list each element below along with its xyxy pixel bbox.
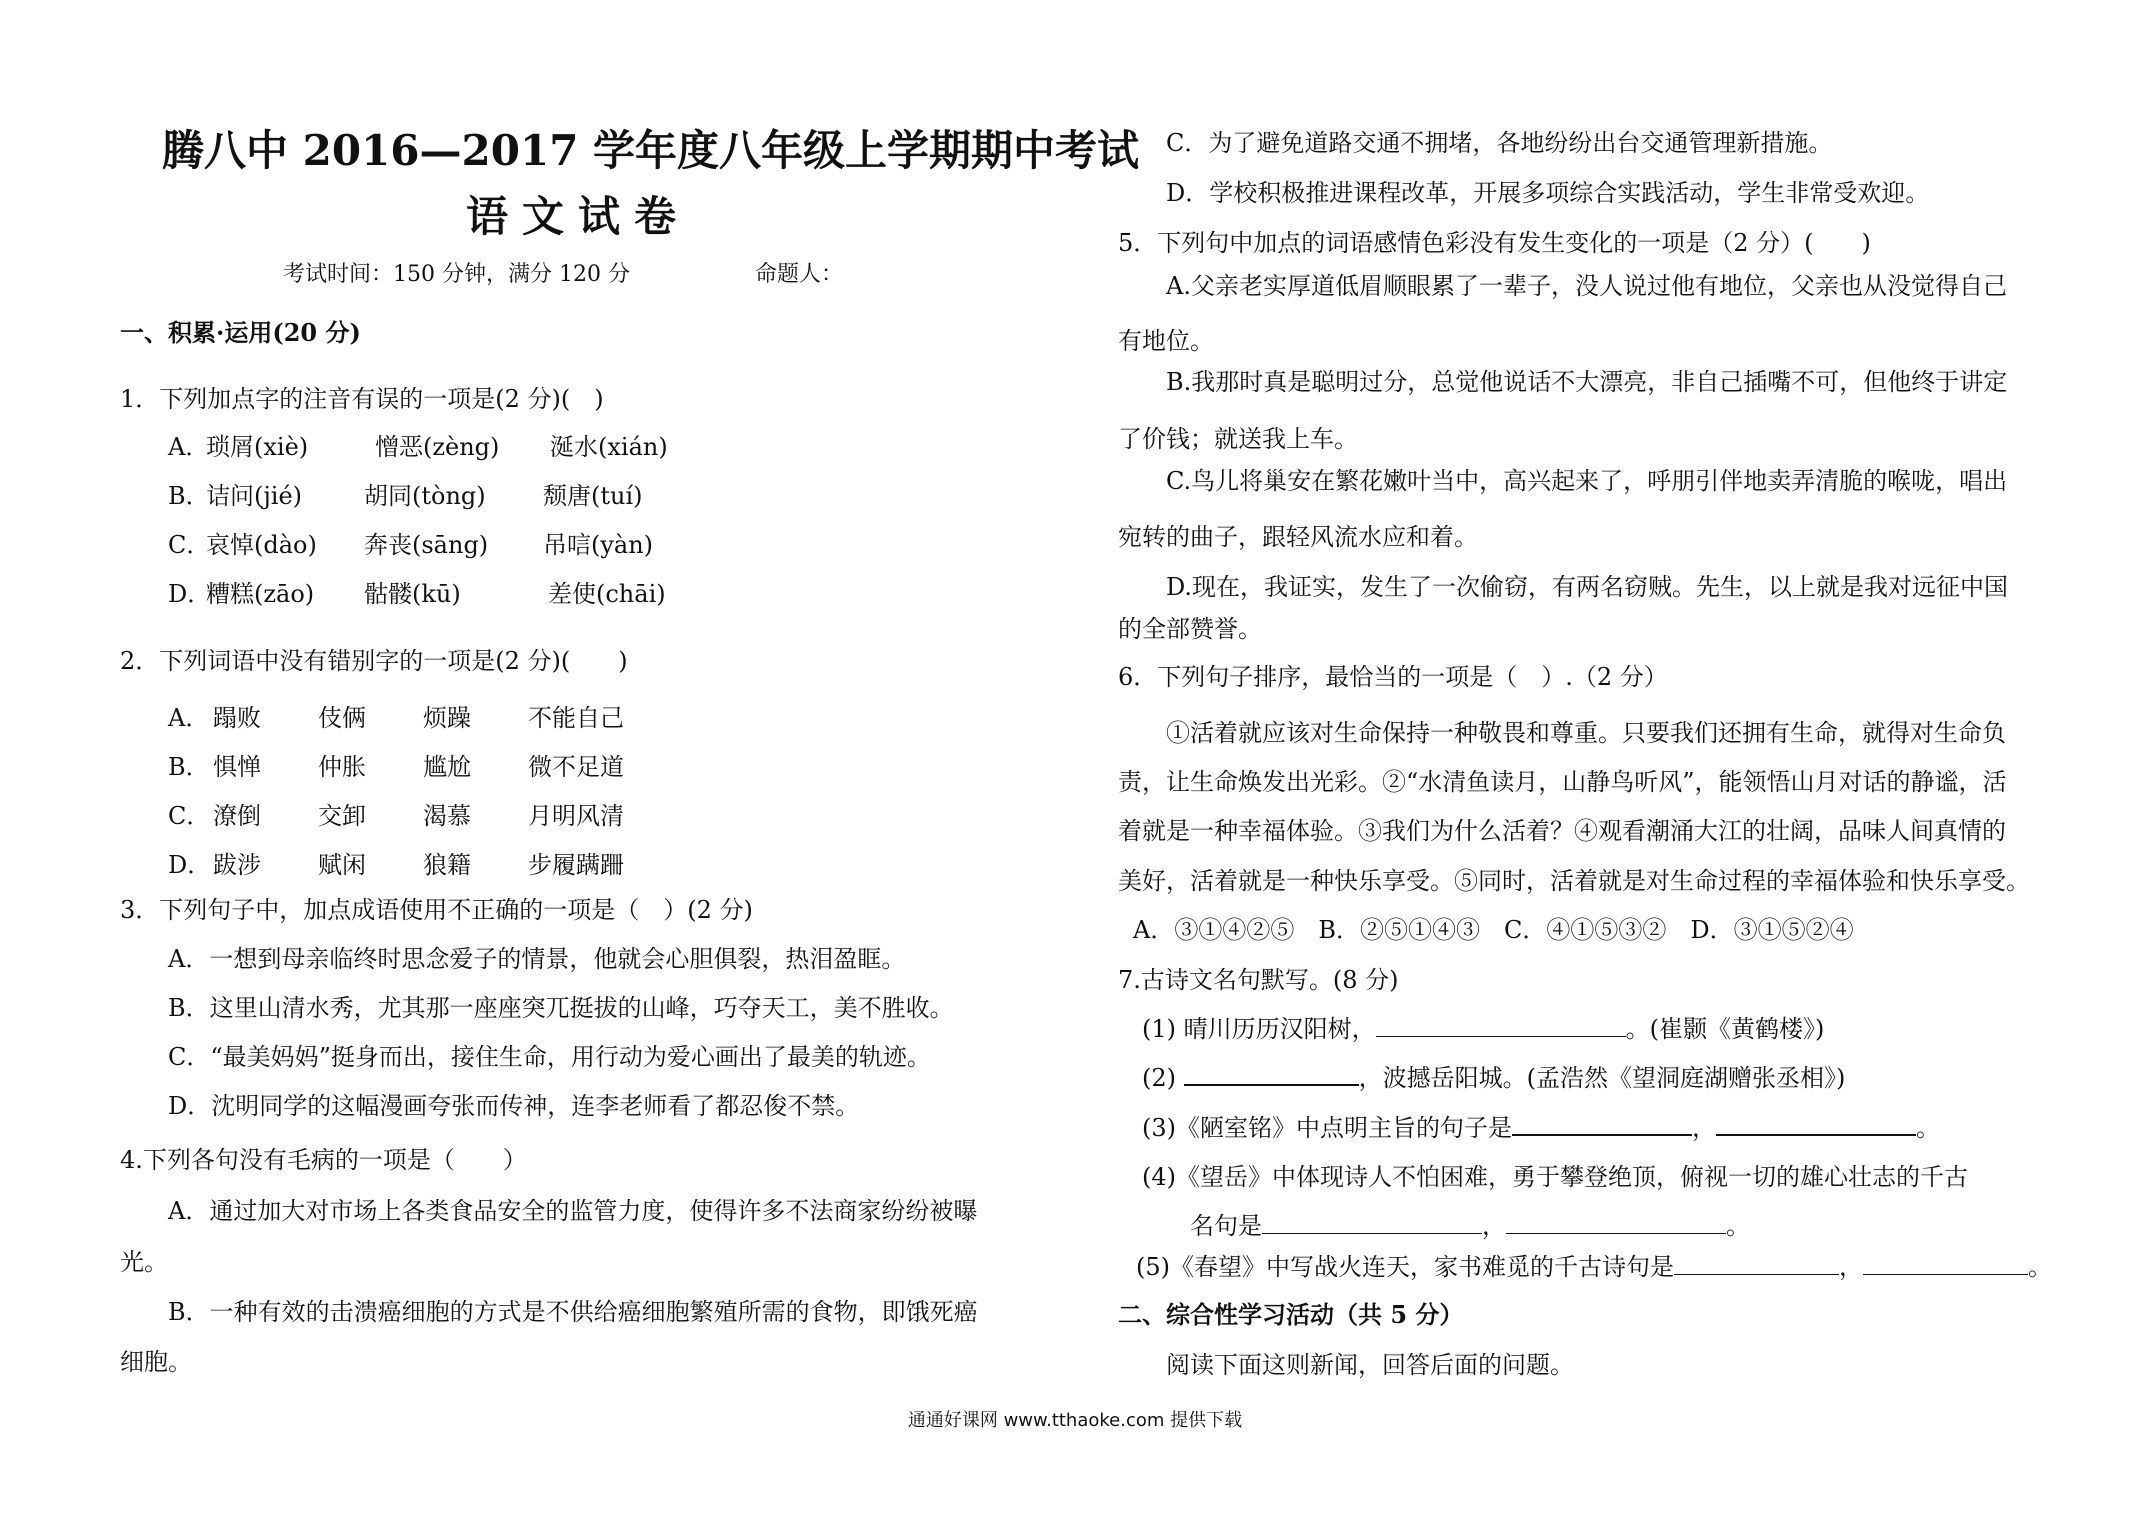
option-label: B． [168,753,210,781]
pinyin-item: 琐屑(xiè) [206,433,309,461]
option-label: C． [168,531,211,559]
poem-source: ，波撼岳阳城。(孟浩然《望洞庭湖赠张丞相》) [1358,1064,1846,1092]
q5-option-b-line1: B.我那时真是聪明过分，总觉他说话不大漂亮，非自己插嘴不可，但他终于讲定 [1166,368,2008,396]
q6-passage-line1: ①活着就应该对生命保持一种敬畏和尊重。只要我们还拥有生命，就得对生命负 [1166,719,2006,747]
q1-option-b [168,481,643,511]
word-item: 不能自己 [528,704,624,732]
q6-passage-line2: 责，让生命焕发出光彩。②“水清鱼读月，山静鸟听风”，能领悟山月对话的静谧，活 [1118,768,2007,796]
word-item: 尴尬 [423,753,471,781]
q4-option-d: D．学校积极推进课程改革，开展多项综合实践活动，学生非常受欢迎。 [1166,179,1930,207]
q2-option-c [168,801,624,831]
pinyin-item: 胡同(tòng) [364,482,486,510]
q4-option-a-line1: A．通过加大对市场上各类食品安全的监管力度，使得许多不法商家纷纷被曝 [168,1197,978,1225]
q1-option-a [168,432,668,462]
q3-option-d: D．沈明同学的这幅漫画夸张而传神，连李老师看了都忍俊不禁。 [168,1092,860,1120]
q2-option-d [168,850,624,880]
word-item: 烦躁 [423,704,471,732]
word-item: 步履蹒跚 [528,851,624,879]
q5-option-a-line1: A.父亲老实厚道低眉顺眼累了一辈子，没人说过他有地位，父亲也从没觉得自己 [1166,272,2007,300]
answer-blank[interactable] [1376,1016,1626,1037]
word-item: 交卸 [318,802,366,830]
option-label: D． [168,580,212,608]
q7-line-3 [1142,1113,1940,1143]
q5-option-d-line1: D.现在，我证实，发生了一次偷窃，有两名窃贼。先生，以上就是我对远征中国 [1166,573,2009,601]
option-label: D． [168,851,212,879]
q5-option-b-line2: 了价钱；就送我上车。 [1118,425,1358,453]
poem-text: (5)《春望》中写战火连天，家书难觅的千古诗句是 [1136,1253,1674,1281]
answer-blank[interactable] [1512,1114,1692,1136]
q1-option-d [168,579,666,609]
pinyin-item: 糟糕(zāo) [206,580,315,608]
page-footer: 通通好课网 www.tthaoke.com 提供下载 [907,1410,1243,1431]
pinyin-item: 涎水(xián) [550,433,668,461]
option-label: A． [168,433,210,461]
word-item: 仲胀 [318,753,366,781]
pinyin-item: 骷髅(kū) [364,580,461,608]
q7-line-4: (4)《望岳》中体现诗人不怕困难，勇于攀登绝顶，俯视一切的雄心壮志的千古 [1142,1163,1968,1191]
q2-option-b [168,752,624,782]
q4-option-b-line1: B．一种有效的击溃癌细胞的方式是不供给癌细胞繁殖所需的食物，即饿死癌 [168,1298,978,1326]
option-label: C． [168,802,211,830]
q5-option-d-line2: 的全部赞誉。 [1118,615,1262,643]
pinyin-item: 诘问(jié) [206,482,303,510]
exam-author-info: 命题人： [755,262,844,287]
poem-text: (3)《陋室铭》中点明主旨的句子是 [1142,1114,1512,1142]
word-item: 月明风清 [528,802,624,830]
option-label: A． [168,704,210,732]
q6-passage-line4: 美好，活着就是一种快乐享受。⑤同时，活着就是对生命过程的幸福体验和快乐享受。 [1118,867,2030,895]
q6-stem: 6．下列句子排序，最恰当的一项是（ ）.（2 分） [1118,663,1668,691]
q1-option-c [168,530,654,560]
q5-option-c-line2: 宛转的曲子，跟轻风流水应和着。 [1118,523,1478,551]
q3-option-b: B．这里山清水秀，尤其那一座座突兀挺拔的山峰，巧夺天工，美不胜收。 [168,994,954,1022]
q4-option-b-line2: 细胞。 [120,1348,192,1376]
q4-option-c: C．为了避免道路交通不拥堵，各地纷纷出台交通管理新措施。 [1166,129,1833,157]
q5-option-c-line1: C.鸟儿将巢安在繁花嫩叶当中，高兴起来了，呼朋引伴地卖弄清脆的喉咙，唱出 [1166,467,2008,495]
exam-title: 腾八中 2016—2017 学年度八年级上学期期中考试 [162,126,1140,175]
exam-time-info: 考试时间：150 分钟，满分 120 分 [283,262,630,287]
word-item: 赋闲 [318,851,366,879]
answer-blank[interactable] [1863,1254,2028,1275]
poem-text: ， [1482,1212,1506,1240]
word-item: 跋涉 [213,851,261,879]
word-item: 微不足道 [528,753,624,781]
poem-text: 名句是 [1190,1212,1262,1240]
poem-text: ， [1839,1253,1863,1281]
q1-stem: 1．下列加点字的注音有误的一项是(2 分)( ) [120,385,604,413]
q7-line-1 [1142,1014,1824,1044]
pinyin-item: 憎恶(zèng) [375,433,500,461]
q7-line-5 [1136,1252,2052,1282]
q2-option-a [168,703,624,733]
poem-text: (1) 晴川历历汉阳树， [1142,1015,1376,1043]
poem-text: (2) [1142,1064,1184,1092]
q2-stem: 2．下列词语中没有错别字的一项是(2 分)( ) [120,647,628,675]
q4-stem: 4.下列各句没有毛病的一项是（ ） [120,1146,527,1174]
pinyin-item: 差使(chāi) [548,580,666,608]
word-item: 狼籍 [423,851,471,879]
q7-stem: 7.古诗文名句默写。(8 分) [1118,966,1399,994]
answer-blank[interactable] [1506,1213,1726,1234]
section-1-title: 一、积累·运用(20 分) [120,318,361,347]
q6-passage-line3: 着就是一种幸福体验。③我们为什么活着？④观看潮涌大江的壮阔，品味人间真情的 [1118,817,2006,845]
answer-blank[interactable] [1674,1254,1839,1275]
q7-line-2 [1142,1063,1845,1093]
q7-line-4b [1190,1211,1750,1241]
poem-text: 。 [2028,1253,2052,1281]
q3-option-a: A．一想到母亲临终时思念爱子的情景，他就会心胆俱裂，热泪盈眶。 [168,945,906,973]
q5-option-a-line2: 有地位。 [1118,327,1214,355]
poem-text: ， [1692,1114,1716,1142]
section-2-title: 二、综合性学习活动（共 5 分） [1118,1300,1464,1329]
answer-blank[interactable] [1716,1114,1916,1136]
pinyin-item: 哀悼(dào) [206,531,317,559]
poem-text: 。 [1726,1212,1750,1240]
q5-stem: 5．下列句中加点的词语感情色彩没有发生变化的一项是（2 分）( ) [1118,229,1871,257]
exam-subtitle: 语文试卷 [466,192,691,241]
poem-text: 。 [1916,1114,1940,1142]
word-item: 渴慕 [423,802,471,830]
word-item: 潦倒 [213,802,261,830]
q4-option-a-line2: 光。 [120,1248,168,1276]
q6-choices: A．③①④②⑤ B．②⑤①④③ C．④①⑤③② D．③①⑤②④ [1133,916,1854,944]
q3-option-c: C．“最美妈妈”挺身而出，接住生命，用行动为爱心画出了最美的轨迹。 [168,1043,931,1071]
pinyin-item: 颓唐(tuí) [543,482,643,510]
answer-blank[interactable] [1262,1213,1482,1234]
option-label: B． [168,482,210,510]
section-2-intro: 阅读下面这则新闻，回答后面的问题。 [1166,1351,1574,1379]
pinyin-item: 奔丧(sāng) [364,531,489,559]
poem-source: 。(崔颢《黄鹤楼》) [1625,1015,1825,1043]
word-item: 惧惮 [213,753,261,781]
word-item: 蹋败 [213,704,261,732]
pinyin-item: 吊唁(yàn) [543,531,654,559]
answer-blank[interactable] [1184,1064,1359,1086]
q3-stem: 3．下列句子中，加点成语使用不正确的一项是（ ）(2 分) [120,896,753,924]
word-item: 伎俩 [318,704,366,732]
